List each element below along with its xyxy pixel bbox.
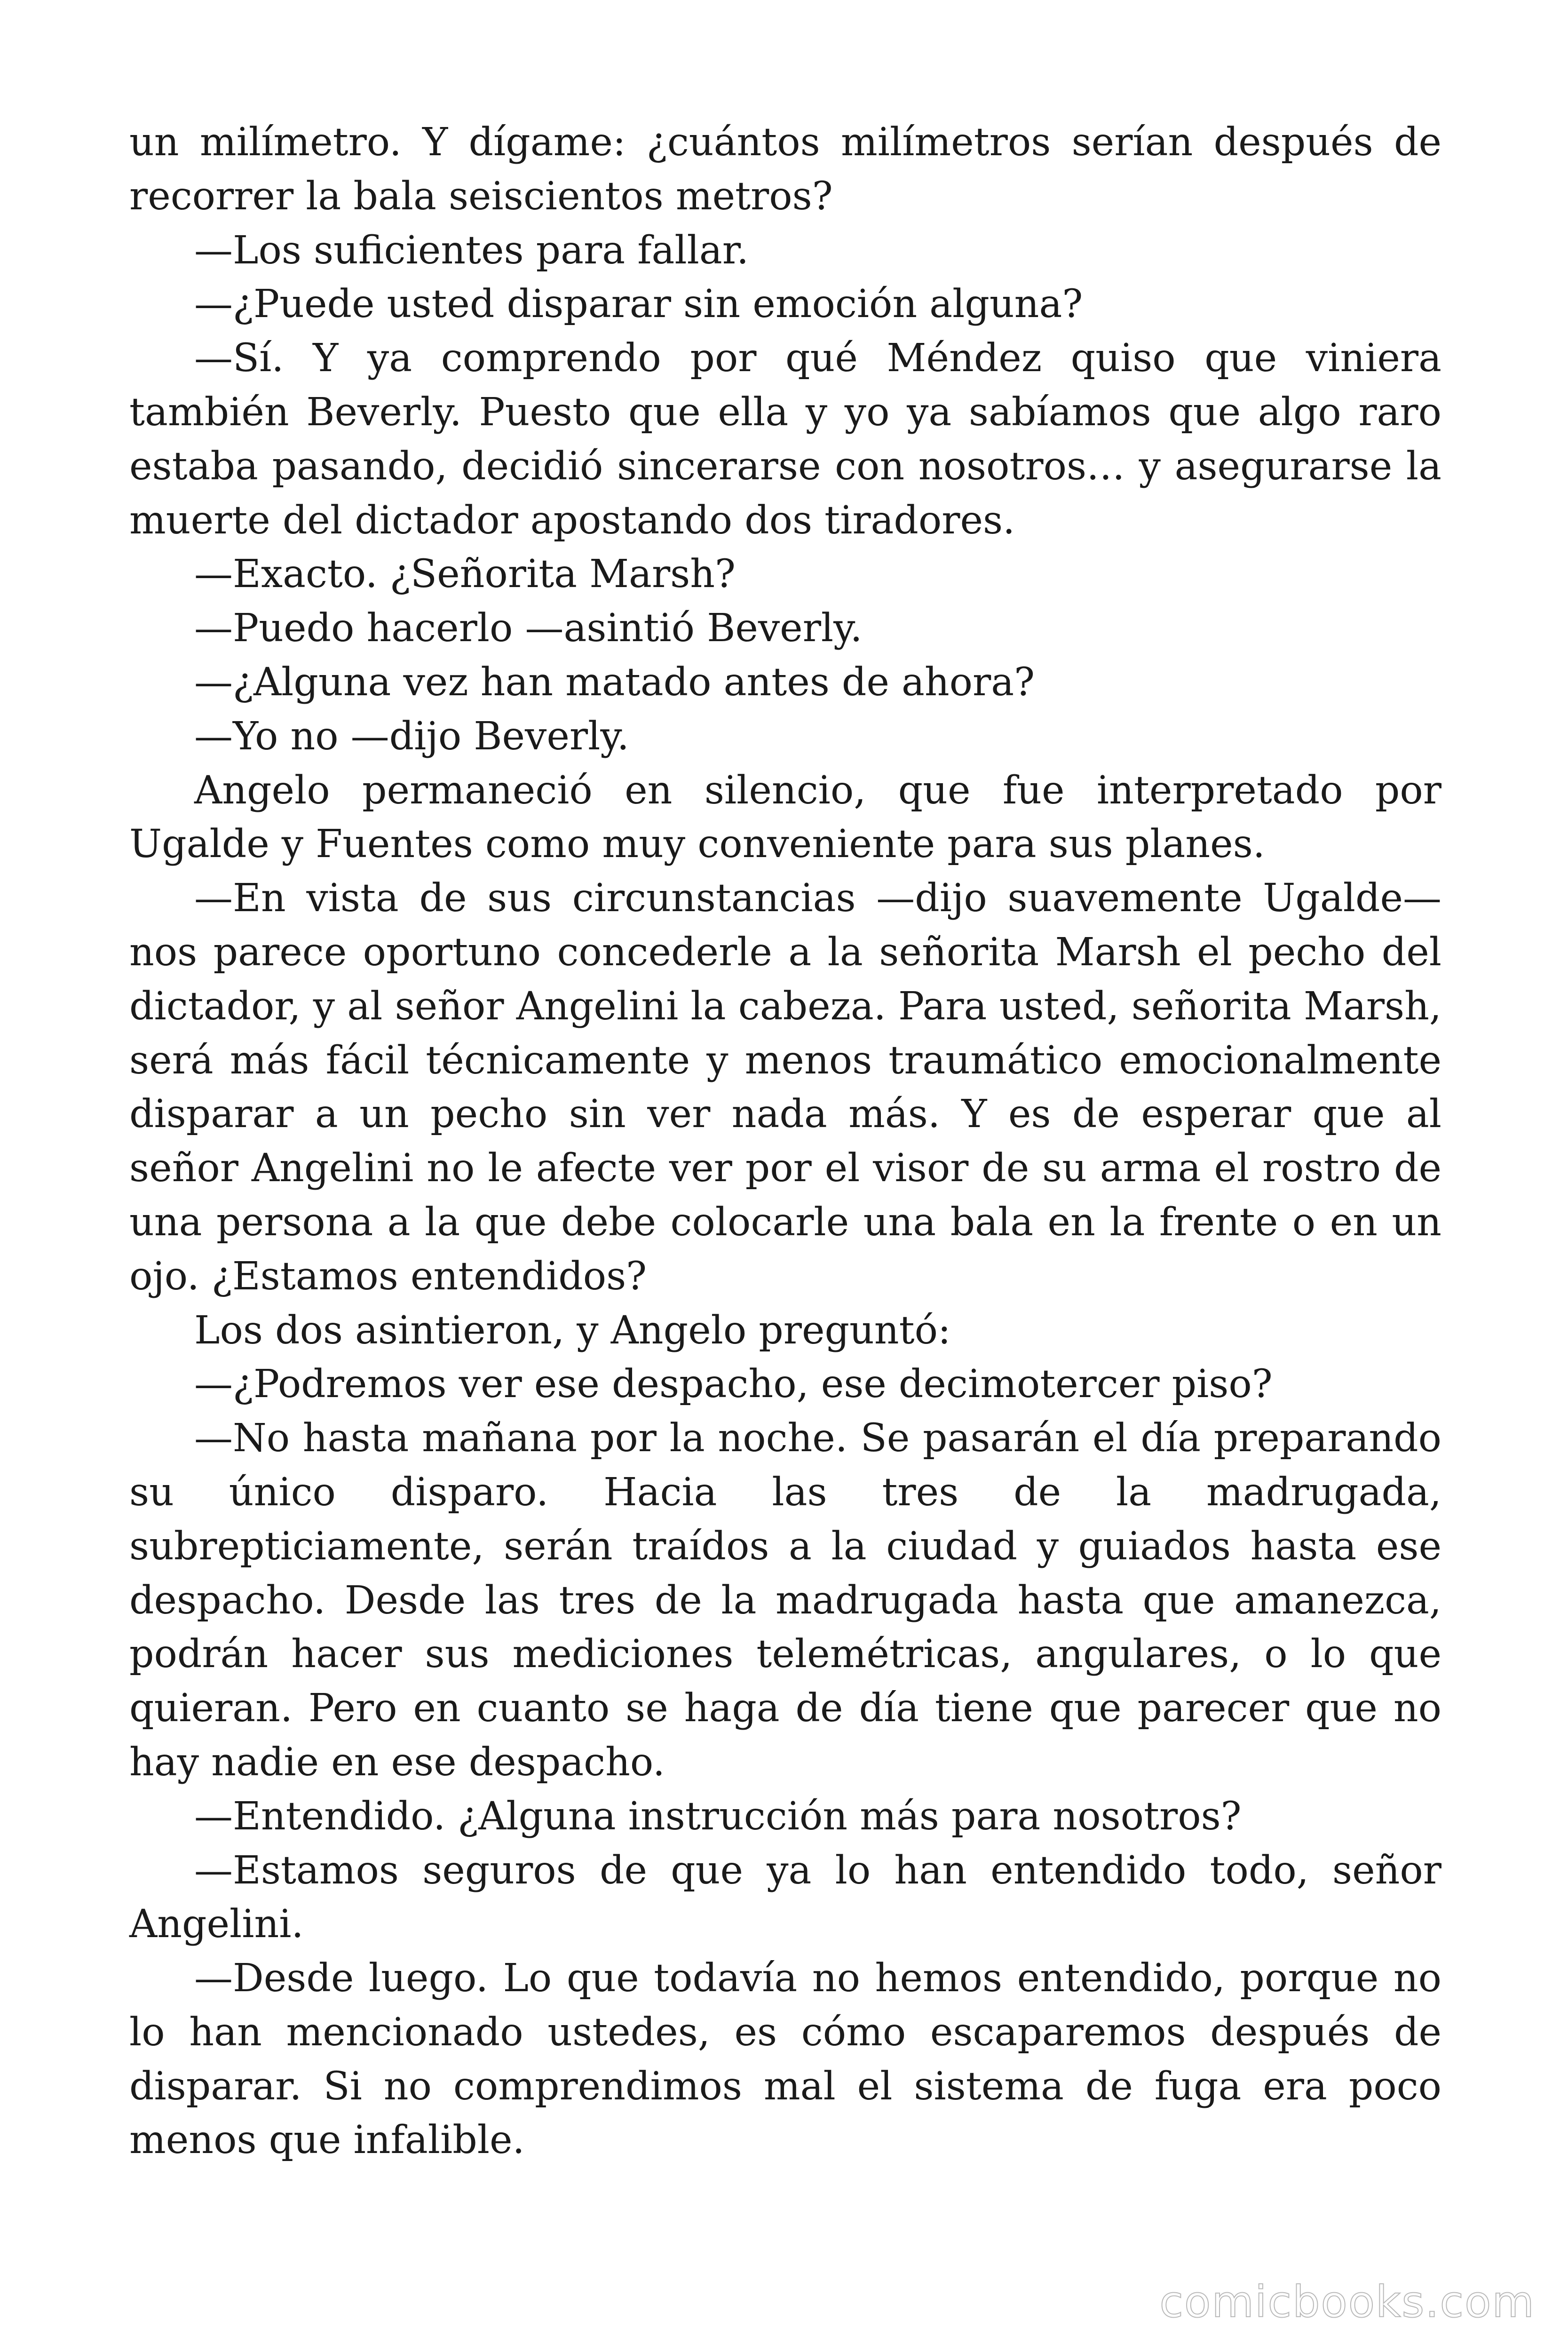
- paragraph: —Entendido. ¿Alguna instrucción más para nosotros?: [194, 1794, 1242, 1839]
- paragraph: —¿Alguna vez han matado antes de ahora?: [194, 660, 1035, 705]
- paragraph: —En vista de sus circunstancias —dijo suavemente Ugalde— nos parece oportuno concederle a la señorita Marsh el pecho del dictador, y al señor Angelini la cabeza. Para usted, señorita Marsh, será más fácil técnicamente y menos traumático emocionalmente disparar a un pecho sin ver nada más. Y es de esperar que al señor Angelini no le afecte ver por el visor de su arma el rostro de una persona a la que debe colocarle una bala en la frente o en un ojo. ¿Estamos entendidos?: [129, 876, 1441, 1299]
- body-text: [129, 116, 1441, 2168]
- paragraph: —Sí. Y ya comprendo por qué Méndez quiso que viniera también Beverly. Puesto que ella y yo ya sabíamos que algo raro estaba pasando, decidió sincerarse con nosotros… y asegurarse la muerte del dictador apostando dos tiradores.: [129, 336, 1441, 543]
- paragraph: —¿Puede usted disparar sin emoción alguna?: [194, 282, 1083, 327]
- paragraph: un milímetro. Y dígame: ¿cuántos milímetros serían después de recorrer la bala seiscientos metros?: [129, 120, 1441, 219]
- paragraph: —Exacto. ¿Señorita Marsh?: [194, 552, 736, 597]
- paragraph: —No hasta mañana por la noche. Se pasarán el día preparando su único disparo. Hacia las tres de la madrugada, subrepticiamente, serán traídos a la ciudad y guiados hasta ese despacho. Desde las tres de la madrugada hasta que amanezca, podrán hacer sus mediciones telemétricas, angulares, o lo que quieran. Pero en cuanto se haga de día tiene que parecer que no hay nadie en ese despacho.: [129, 1416, 1441, 1785]
- paragraph: Los dos asintieron, y Angelo preguntó:: [194, 1308, 951, 1353]
- paragraph: —Yo no —dijo Beverly.: [194, 714, 629, 759]
- paragraph: —Estamos seguros de que ya lo han entendido todo, señor Angelini.: [129, 1848, 1441, 1947]
- watermark: comicbooks.com: [1159, 2277, 1535, 2327]
- paragraph: —Puedo hacerlo —asintió Beverly.: [194, 606, 863, 651]
- paragraph: —Los suficientes para fallar.: [194, 228, 749, 273]
- paragraph: Angelo permaneció en silencio, que fue interpretado por Ugalde y Fuentes como muy conveniente para sus planes.: [129, 768, 1441, 867]
- paragraph: —¿Podremos ver ese despacho, ese decimotercer piso?: [194, 1362, 1273, 1407]
- paragraph: —Desde luego. Lo que todavía no hemos entendido, porque no lo han mencionado ustedes, es cómo escaparemos después de disparar. Si no comprendimos mal el sistema de fuga era poco menos que infalible.: [129, 1956, 1441, 2163]
